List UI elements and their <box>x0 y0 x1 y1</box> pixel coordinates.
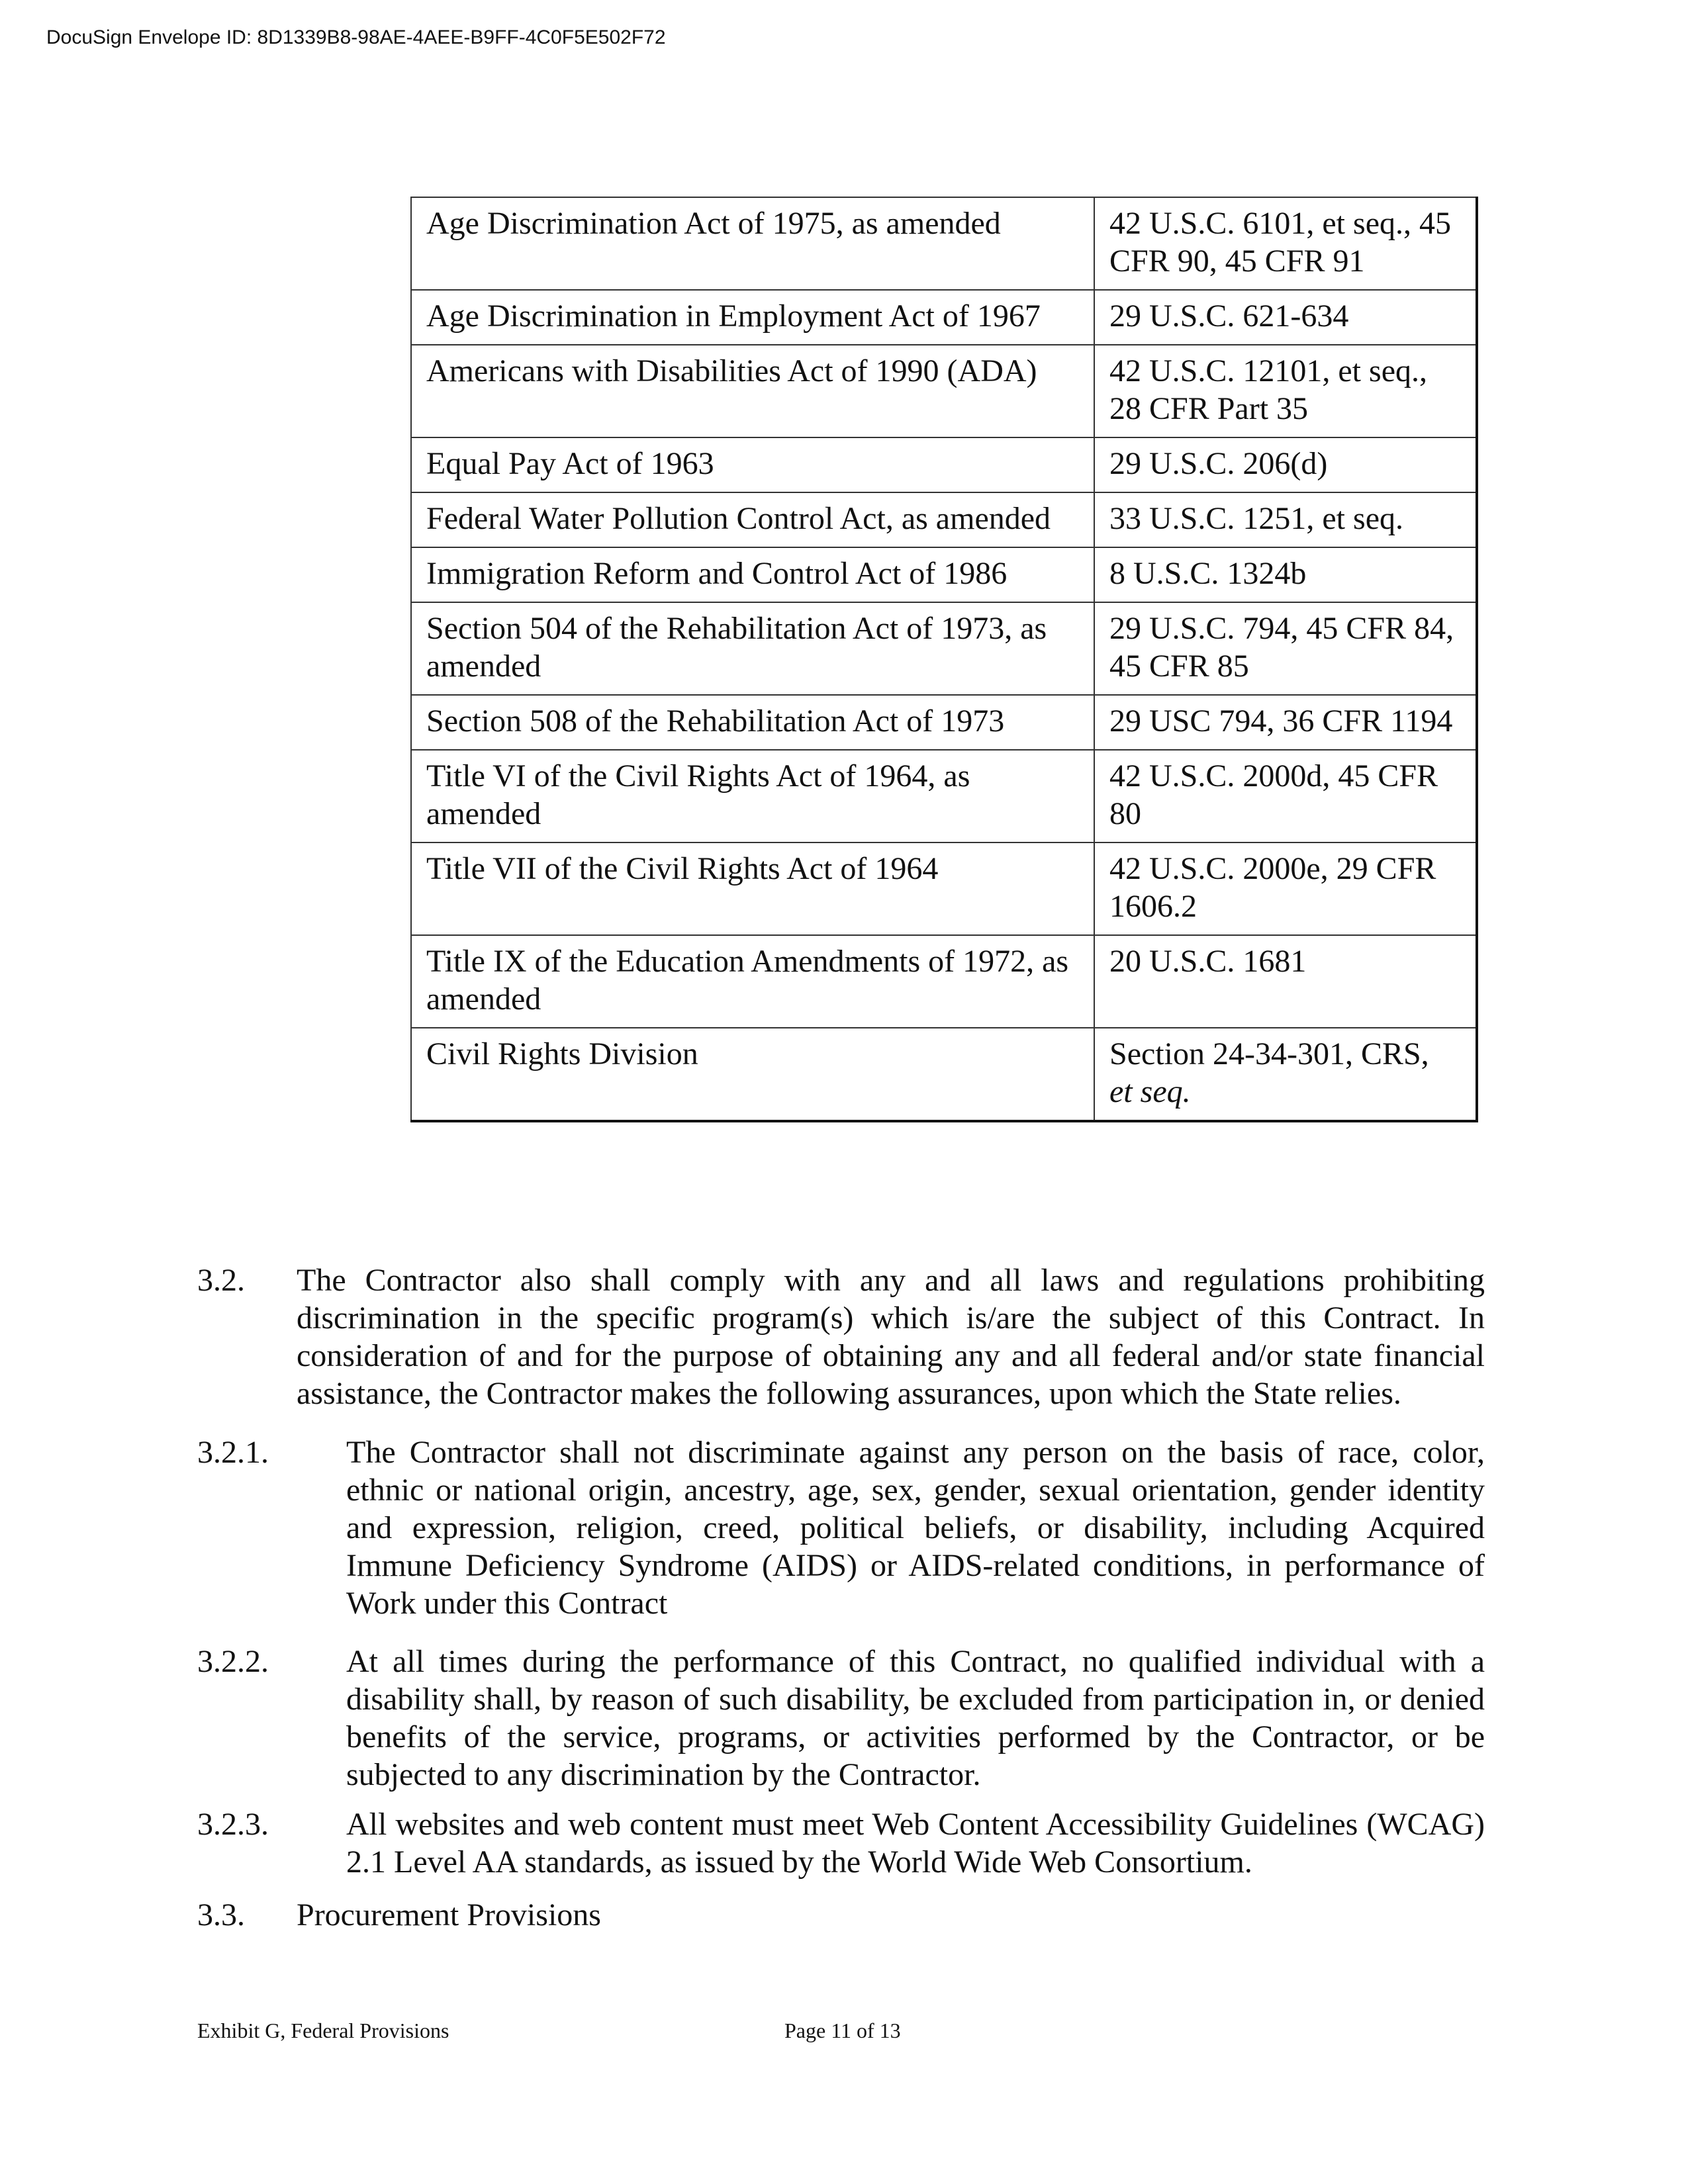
act-cell: Equal Pay Act of 1963 <box>411 437 1094 492</box>
act-cell: Section 504 of the Rehabilitation Act of 1973, as amended <box>411 602 1094 695</box>
table-row <box>411 547 1477 602</box>
section-heading: Procurement Provisions <box>297 1897 601 1933</box>
act-cell: Immigration Reform and Control Act of 1986 <box>411 547 1094 602</box>
docusign-envelope-id: DocuSign Envelope ID: 8D1339B8-98AE-4AEE-B9FF-4C0F5E502F72 <box>46 26 666 48</box>
section-number: 3.2. <box>197 1263 245 1298</box>
citation-cell: 29 U.S.C. 794, 45 CFR 84, 45 CFR 85 <box>1094 602 1477 695</box>
act-cell: Federal Water Pollution Control Act, as amended <box>411 492 1094 547</box>
table-row <box>411 197 1477 290</box>
citation-cell: 8 U.S.C. 1324b <box>1094 547 1477 602</box>
table-row <box>411 602 1477 695</box>
table-row <box>411 290 1477 345</box>
citation-cell <box>1094 1028 1477 1121</box>
section-paragraph: The Contractor also shall comply with any and all laws and regulations prohibiting discrimination in the specific program(s) which is/are the subject of this Contract. In consideration of and for the purpose of obtaining any and all federal and/or state financial assistance, the Contractor makes the following assurances, upon which the State relies. <box>297 1263 1485 1411</box>
act-cell: Civil Rights Division <box>411 1028 1094 1121</box>
table-row <box>411 842 1477 935</box>
citation-cell: 20 U.S.C. 1681 <box>1094 935 1477 1028</box>
section-number: 3.2.3. <box>197 1807 269 1842</box>
citation-cell: 29 U.S.C. 621-634 <box>1094 290 1477 345</box>
act-cell: Title IX of the Education Amendments of 1972, as amended <box>411 935 1094 1028</box>
table-row <box>411 1028 1477 1121</box>
section-paragraph: The Contractor shall not discriminate against any person on the basis of race, color, ethnic or national origin, ancestry, age, sex, gender, sexual orientation, gender identity and expression, religion, creed, political beliefs, or disability, including Acquired Immune Deficiency Syndrome (AIDS) or AIDS-related conditions, in performance of Work under this Contract <box>346 1435 1485 1621</box>
table-row <box>411 935 1477 1028</box>
citation-cell: 33 U.S.C. 1251, et seq. <box>1094 492 1477 547</box>
laws-table <box>410 197 1478 1122</box>
section-paragraph: At all times during the performance of this Contract, no qualified individual with a disability shall, by reason of such disability, be excluded from participation in, or denied benefits of the service, programs, or activities performed by the Contractor, or be subjected to any discrimination by the Contractor. <box>346 1644 1485 1792</box>
section-number: 3.3. <box>197 1897 245 1933</box>
citation-cell: 29 USC 794, 36 CFR 1194 <box>1094 695 1477 750</box>
act-cell: Age Discrimination in Employment Act of 1967 <box>411 290 1094 345</box>
citation-cell: 42 U.S.C. 6101, et seq., 45 CFR 90, 45 CFR 91 <box>1094 197 1477 290</box>
act-cell: Section 508 of the Rehabilitation Act of 1973 <box>411 695 1094 750</box>
act-cell: Title VI of the Civil Rights Act of 1964, as amended <box>411 750 1094 842</box>
footer-page-number: Page 11 of 13 <box>784 2019 901 2042</box>
footer-exhibit-label: Exhibit G, Federal Provisions <box>197 2019 449 2042</box>
section-paragraph: All websites and web content must meet Web Content Accessibility Guidelines (WCAG) 2.1 Level AA standards, as issued by the World Wide Web Consortium. <box>346 1807 1485 1880</box>
table-row <box>411 492 1477 547</box>
section-number: 3.2.1. <box>197 1435 269 1470</box>
citation-cell: 42 U.S.C. 2000d, 45 CFR 80 <box>1094 750 1477 842</box>
citation-italic-text: et seq. <box>1109 1074 1191 1109</box>
citation-cell: 42 U.S.C. 12101, et seq., 28 CFR Part 35 <box>1094 345 1477 437</box>
section-number: 3.2.2. <box>197 1644 269 1679</box>
table-row <box>411 750 1477 842</box>
act-cell: Title VII of the Civil Rights Act of 1964 <box>411 842 1094 935</box>
table-row <box>411 695 1477 750</box>
table-row <box>411 345 1477 437</box>
act-cell: Americans with Disabilities Act of 1990 (ADA) <box>411 345 1094 437</box>
act-cell: Age Discrimination Act of 1975, as amended <box>411 197 1094 290</box>
table-row <box>411 437 1477 492</box>
citation-cell: 29 U.S.C. 206(d) <box>1094 437 1477 492</box>
citation-cell: 42 U.S.C. 2000e, 29 CFR 1606.2 <box>1094 842 1477 935</box>
citation-text: Section 24-34-301, CRS, <box>1109 1036 1429 1071</box>
